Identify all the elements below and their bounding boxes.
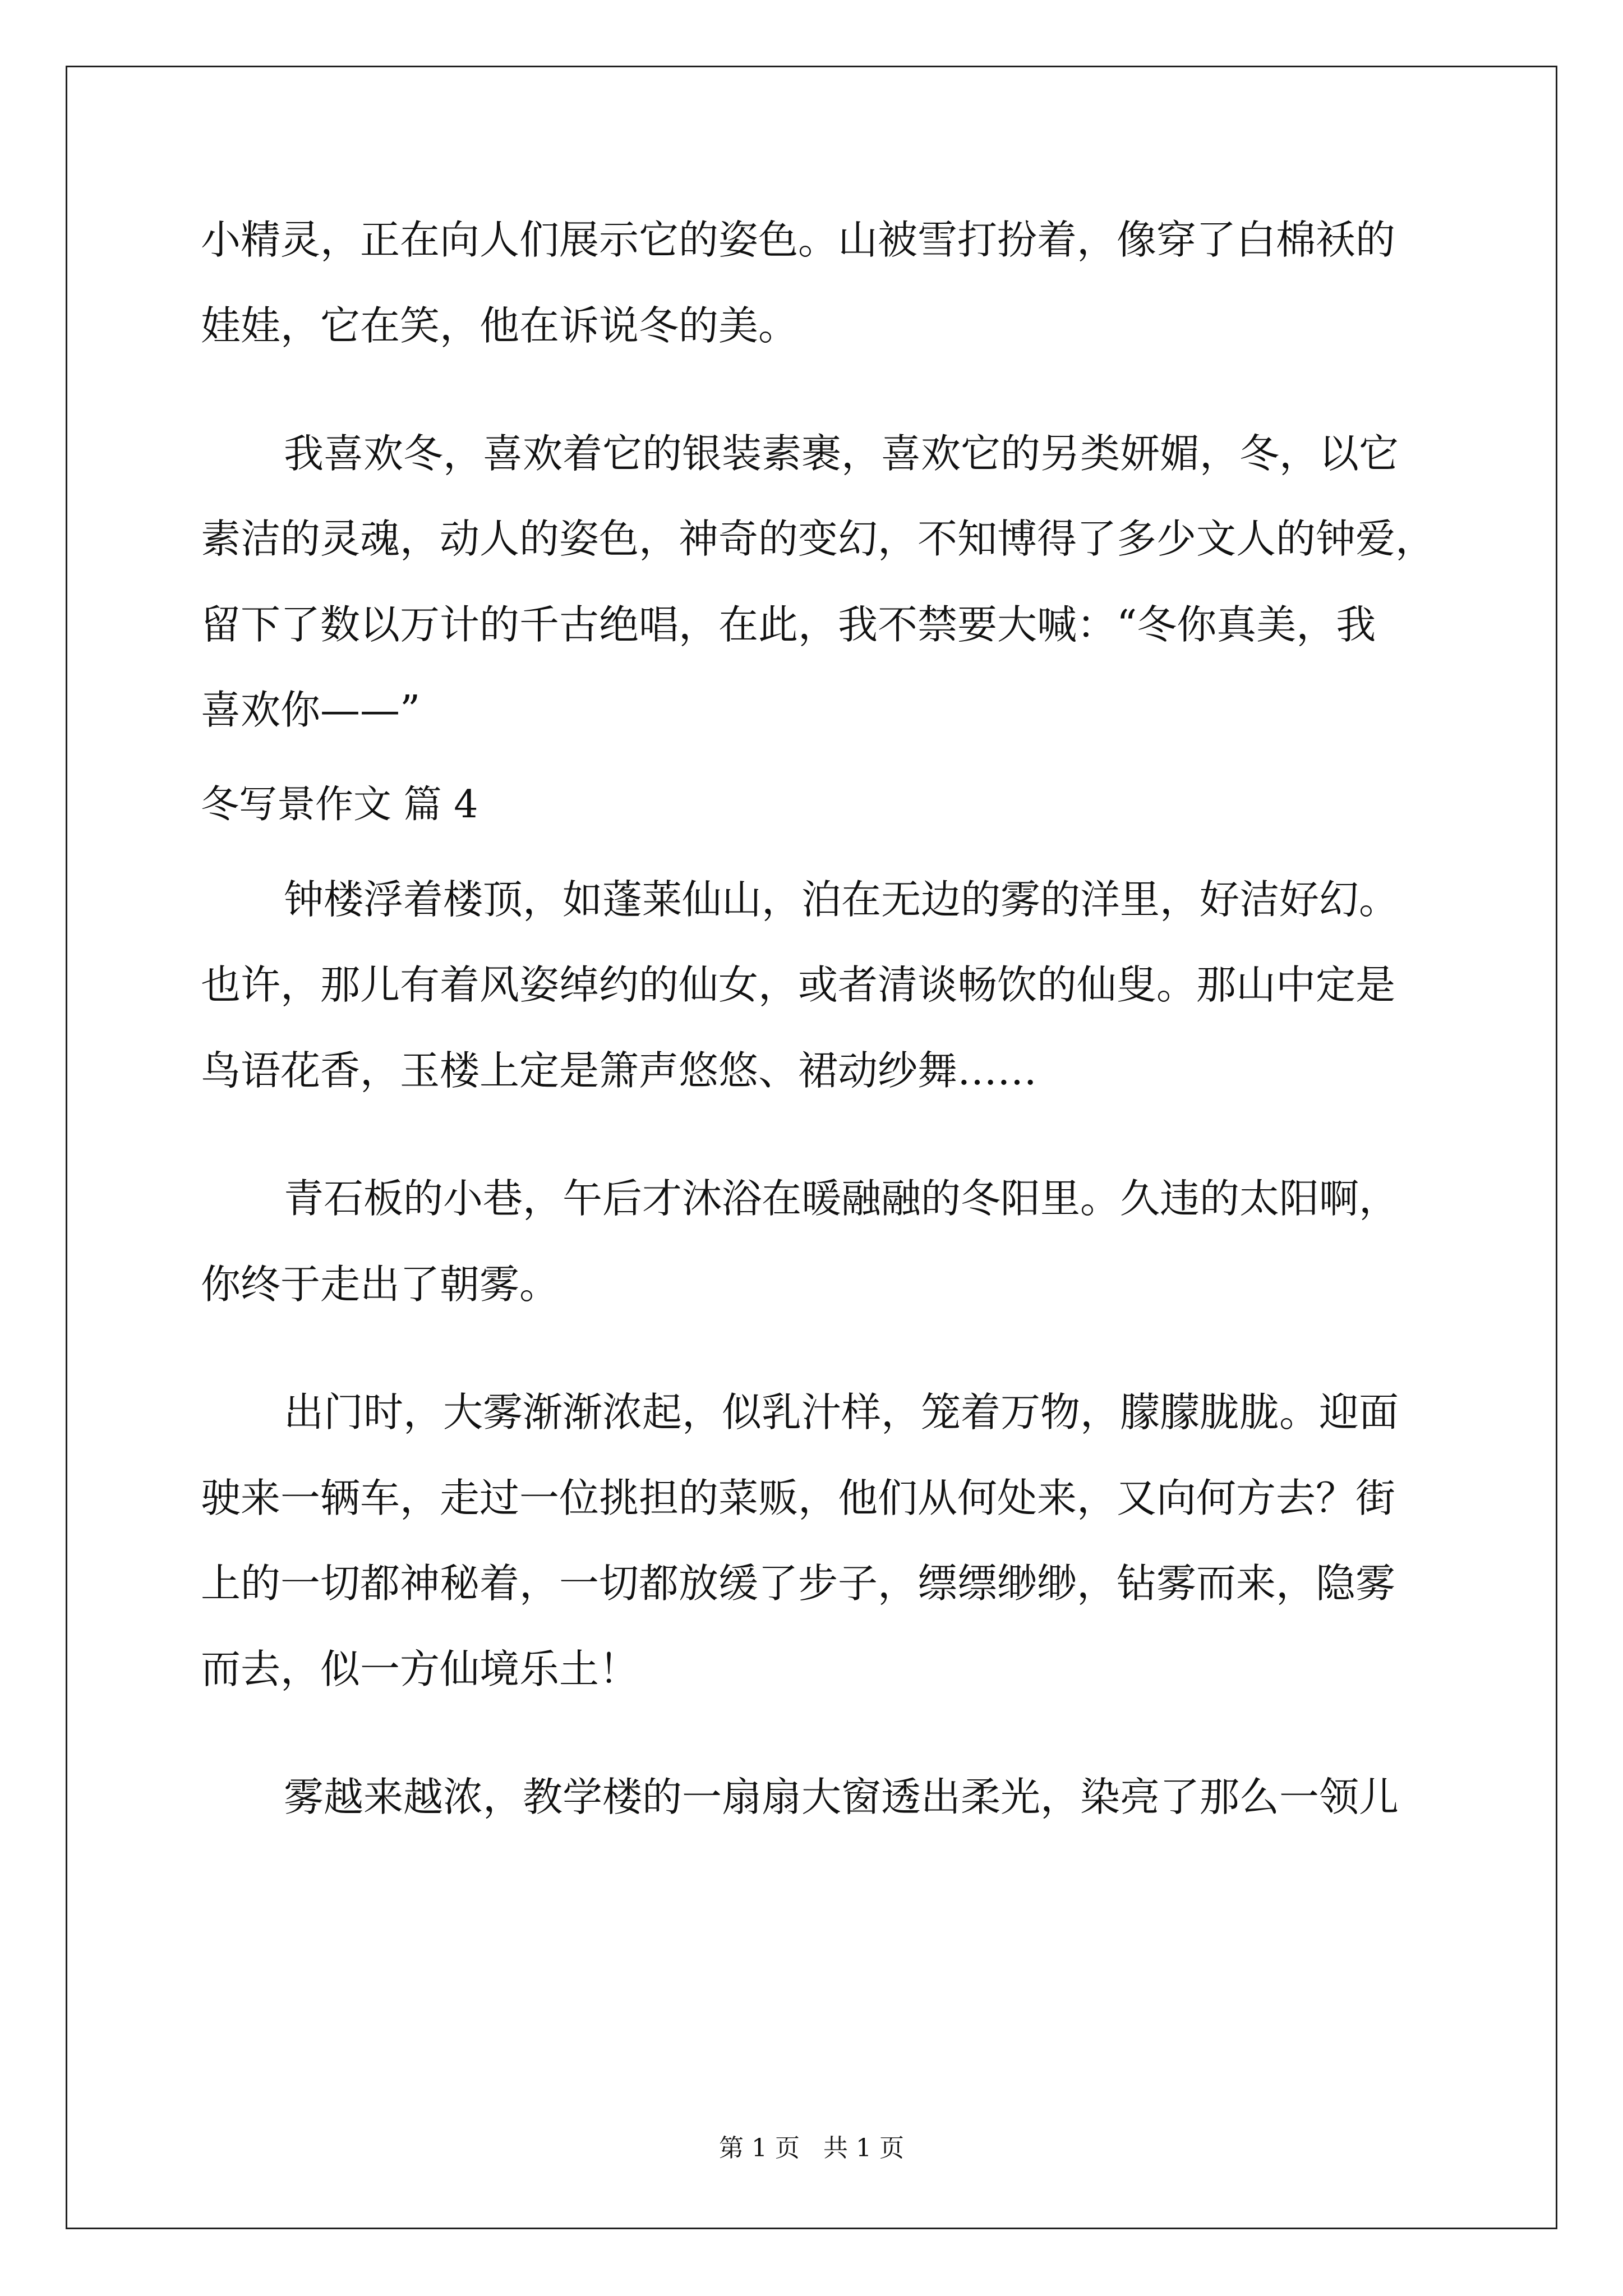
text-line: 娃娃，它在笑，他在诉说冬的美。	[201, 302, 799, 349]
paragraph-first-line: 出门时，大雾渐渐浓起，似乳汁样，笼着万物，朦朦胧胧。迎面	[284, 1389, 1399, 1435]
text-line: 而去，似一方仙境乐土！	[201, 1646, 639, 1692]
paragraph-first-line: 我喜欢冬，喜欢着它的银装素裹，喜欢它的另类妍媚，冬，以它	[284, 430, 1399, 477]
page-number-footer: 第 1 页 共 1 页	[719, 2134, 904, 2162]
page-border	[66, 66, 1557, 2229]
text-line: 也许，那儿有着风姿绰约的仙女，或者清谈畅饮的仙叟。那山中定是	[201, 961, 1396, 1008]
text-line: 上的一切都神秘着，一切都放缓了步子，缥缥缈缈，钻雾而来，隐雾	[201, 1560, 1396, 1607]
paragraph-first-line: 青石板的小巷，午后才沐浴在暖融融的冬阳里。久违的太阳啊，	[284, 1175, 1399, 1222]
text-line: 鸟语花香，玉楼上定是箫声悠悠、裙动纱舞……	[201, 1047, 1038, 1094]
text-line: 驶来一辆车，走过一位挑担的菜贩，他们从何处来，又向何方去？街	[201, 1475, 1396, 1521]
text-line: 喜欢你——”	[201, 687, 421, 733]
paragraph-first-line: 钟楼浮着楼顶，如蓬莱仙山，泊在无边的雾的洋里，好洁好幻。	[284, 876, 1399, 923]
text-line: 小精灵，正在向人们展示它的姿色。山被雪打扮着，像穿了白棉袄的	[201, 217, 1396, 263]
text-line: 素洁的灵魂，动人的姿色，神奇的变幻，不知博得了多少文人的钟爱，	[201, 516, 1436, 562]
text-line: 你终于走出了朝雾。	[201, 1261, 560, 1308]
text-line: 留下了数以万计的千古绝唱，在此，我不禁要大喊：“冬你真美，我	[201, 601, 1376, 648]
paragraph-first-line: 雾越来越浓，教学楼的一扇扇大窗透出柔光，染亮了那么一领儿	[284, 1774, 1399, 1820]
section-heading: 冬写景作文 篇 4	[201, 783, 478, 827]
